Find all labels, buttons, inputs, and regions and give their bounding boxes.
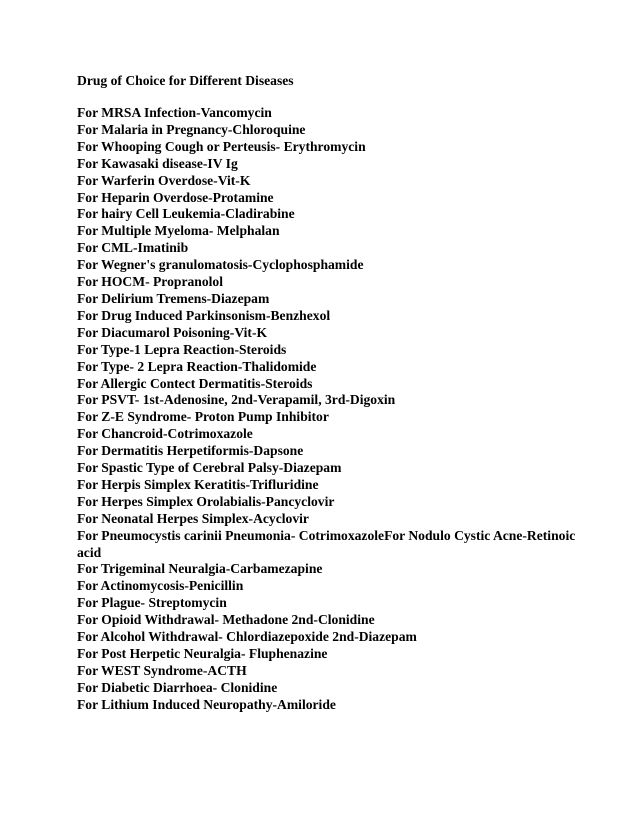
document-content — [77, 72, 577, 714]
drug-entry: For Alcohol Withdrawal- Chlordiazepoxide 2nd-Diazepam — [77, 629, 417, 645]
drug-entry: For MRSA Infection-Vancomycin — [77, 105, 272, 120]
drug-entry: For PSVT- 1st-Adenosine, 2nd-Verapamil, 3rd-Digoxin — [77, 392, 396, 408]
drug-entry: For Pneumocystis carinii Pneumonia- CotrimoxazoleFor Nodulo Cystic Acne-Retinoic acid — [77, 527, 576, 560]
drug-entry: For WEST Syndrome-ACTH — [77, 662, 247, 678]
drug-entry: For Spastic Type of Cerebral Palsy-Diazepam — [77, 460, 342, 476]
drug-entry: For Post Herpetic Neuralgia- Fluphenazine — [77, 646, 328, 661]
drug-entry: For Lithium Induced Neuropathy-Amiloride — [77, 696, 336, 712]
drug-entry: For Kawasaki disease-IV Ig — [77, 155, 238, 171]
drug-entry: For Plague- Streptomycin — [77, 595, 227, 611]
drug-entry: For Trigeminal Neuralgia-Carbamezapine — [77, 561, 323, 577]
drug-entry: For hairy Cell Leukemia-Cladirabine — [77, 206, 295, 222]
drug-entry: For Herpes Simplex Orolabialis-Pancyclovir — [77, 493, 335, 509]
drug-entry: For Whooping Cough or Perteusis- Erythromycin — [77, 138, 366, 154]
drug-entry: For Heparin Overdose-Protamine — [77, 189, 274, 205]
drug-entry: For Diacumarol Poisoning-Vit-K — [77, 324, 268, 340]
drug-entry: For Chancroid-Cotrimoxazole — [77, 426, 253, 442]
drug-entry: For Multiple Myeloma- Melphalan — [77, 223, 280, 239]
drug-entry: For Type-1 Lepra Reaction-Steroids — [77, 341, 287, 357]
drug-entry: For Herpis Simplex Keratitis-Trifluridine — [77, 476, 319, 492]
drug-entry: For CML-Imatinib — [77, 240, 189, 256]
drug-entry: For Malaria in Pregnancy-Chloroquine — [77, 121, 306, 137]
drug-entry: For Neonatal Herpes Simplex-Acyclovir — [77, 510, 309, 526]
drug-entry: For Type- 2 Lepra Reaction-Thalidomide — [77, 358, 317, 374]
drug-entry: For Allergic Contect Dermatitis-Steroids — [77, 375, 313, 391]
drug-entry: For Z-E Syndrome- Proton Pump Inhibitor — [77, 409, 329, 425]
drug-entry: For Delirium Tremens-Diazepam — [77, 290, 270, 306]
drug-entry: For Dermatitis Herpetiformis-Dapsone — [77, 443, 304, 459]
drug-entry: For Actinomycosis-Penicillin — [77, 578, 244, 594]
drug-entry: For Opioid Withdrawal- Methadone 2nd-Clonidine — [77, 612, 375, 628]
drug-entry: For Diabetic Diarrhoea- Clonidine — [77, 679, 278, 695]
drug-entry: For HOCM- Propranolol — [77, 274, 223, 290]
drug-entry: For Drug Induced Parkinsonism-Benzhexol — [77, 307, 331, 323]
document-title: Drug of Choice for Different Diseases — [77, 73, 294, 88]
drug-list — [77, 105, 577, 714]
drug-entry: For Wegner's granulomatosis-Cyclophosphamide — [77, 257, 364, 273]
drug-entry: For Warferin Overdose-Vit-K — [77, 172, 251, 188]
